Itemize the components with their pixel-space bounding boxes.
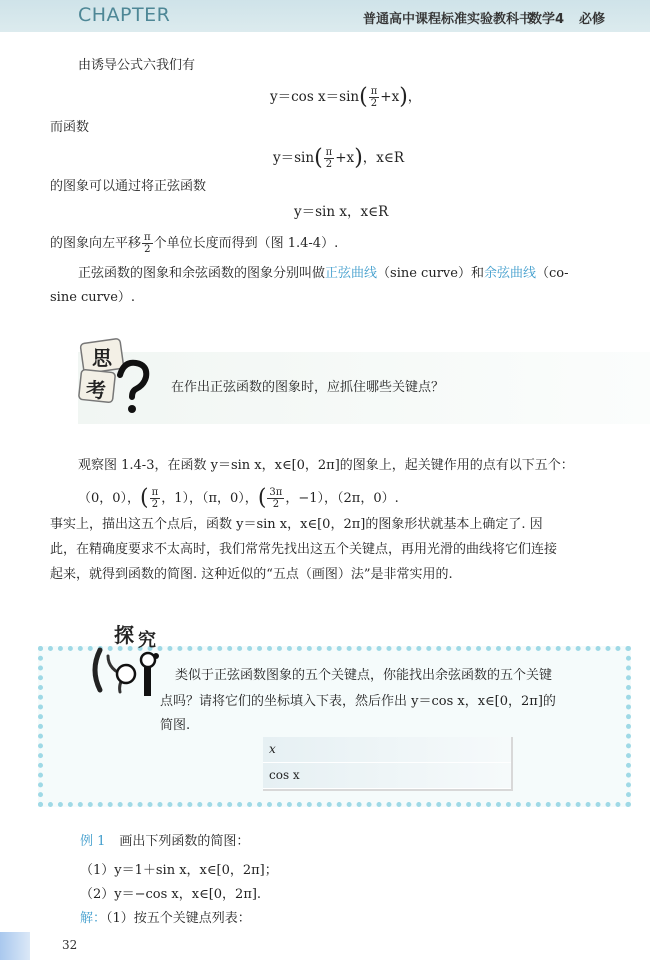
solution-label: 解： (80, 911, 107, 926)
table-row-x (263, 737, 511, 762)
example-heading (80, 834, 249, 850)
fraction-pi-over-2: $\frac{\pi}{2}$ (325, 147, 333, 170)
text-segment: （sine curve）和 (377, 266, 484, 281)
text-segment: （co- (535, 266, 569, 281)
cosine-curve-term: 余弦曲线 (483, 266, 536, 281)
course-type-label: 必修 (578, 12, 605, 27)
curve-names-line-1 (78, 266, 569, 282)
intro-line-2: 而函数 (50, 120, 90, 135)
solution-line (80, 911, 251, 927)
observe-line-1: 观察图 1.4-3，在函数 y＝sin x，x∈[0，2π]的图象上，起关键作用的点有以下五个： (78, 458, 574, 473)
svg-text:究: 究 (138, 630, 156, 651)
fill-in-table (263, 737, 513, 791)
observe-line-5: 起来，就得到函数的简图. 这种近似的“五点（画图）法”是非常实用的. (50, 567, 453, 582)
text-segment: 正弦函数的图象和余弦函数的图象分别叫做 (78, 266, 326, 281)
formula-text: ，x∈R (362, 150, 405, 166)
formula-text: y＝sin (273, 150, 315, 166)
solution-text: （1）按五个关键点列表： (106, 911, 251, 926)
svg-text:探: 探 (114, 623, 134, 647)
formula-text: y＝cos x＝sin (270, 89, 360, 105)
fraction-3pi-over-2: $\frac{3\pi}{2}$ (269, 487, 283, 510)
book-title: 普通高中课程标准实验教科书 (362, 12, 532, 27)
text-segment: 个单位长度而得到（图 1.4-4）. (153, 236, 339, 251)
formula-sin-shift: y＝sin( $\frac{\pi}{2}$ +x)，x∈R (273, 145, 405, 171)
intro-line-4 (50, 232, 338, 255)
intro-line-1: 由诱导公式六我们有 (78, 58, 196, 73)
table-row-label: x (269, 742, 276, 756)
formula-text: +x (335, 150, 355, 166)
think-question: 在作出正弦函数的图象时，应抓住哪些关键点？ (171, 380, 445, 395)
formula-sin: y＝sin x，x∈R (294, 204, 389, 220)
intro-line-3: 的图象可以通过将正弦函数 (50, 179, 207, 194)
explore-line-3: 简图. (160, 718, 191, 733)
svg-text:考: 考 (86, 378, 106, 402)
explore-line-1: 类似于正弦函数图象的五个关键点，你能找出余弦函数的五个关键 (175, 668, 553, 683)
think-icon (72, 335, 162, 419)
subject-label: 数学4 (528, 12, 564, 27)
table-row-cos: cos x (263, 763, 511, 788)
page-header (0, 0, 650, 32)
text-segment: ，−1），（2π，0）. (285, 491, 399, 506)
observe-line-4: 此，在精确度要求不太高时，我们常常先找出这五个关键点，再用光滑的曲线将它们连接 (50, 542, 558, 557)
example-label: 例 1 (80, 834, 106, 849)
chapter-label: CHAPTER (78, 4, 171, 26)
key-points-line: （0，0），( $\frac{\pi}{2}$ ，1），（π，0），( $\frac{3\pi}{2}$ ，−1），（2π，0）. (78, 485, 399, 511)
text-segment: （0，0）， (78, 491, 141, 506)
example-item-1: （1）y＝1＋sin x，x∈[0，2π]； (80, 863, 278, 878)
page-number: 32 (62, 938, 78, 952)
observe-line-3: 事实上，描出这五个点后，函数 y＝sin x，x∈[0，2π]的图象形状就基本上确定了. 因 (50, 517, 543, 532)
fraction-pi-over-2: $\frac{\pi}{2}$ (370, 86, 378, 109)
curve-names-line-2: sine curve）. (50, 290, 136, 305)
text-segment: ，1），（π，0）， (161, 491, 258, 506)
text-segment: 的图象向左平移 (50, 236, 142, 251)
fraction-pi-over-2: $\frac{\pi}{2}$ (151, 487, 159, 510)
formula-cos-shift: y＝cos x＝sin( $\frac{\pi}{2}$ +x)， (270, 84, 422, 110)
example-item-2: （2）y＝−cos x，x∈[0，2π]. (80, 887, 262, 902)
sine-curve-term: 正弦曲线 (325, 266, 378, 281)
formula-text: +x (380, 89, 400, 105)
fraction-pi-over-2: $\frac{\pi}{2}$ (144, 232, 151, 255)
explore-line-2: 点吗？请将它们的坐标填入下表，然后作出 y＝cos x，x∈[0，2π]的 (160, 694, 556, 709)
formula-text: ， (407, 89, 422, 105)
example-title: 画出下列函数的简图： (119, 834, 250, 849)
page-edge-tab (0, 932, 30, 960)
svg-text:思: 思 (92, 346, 112, 370)
